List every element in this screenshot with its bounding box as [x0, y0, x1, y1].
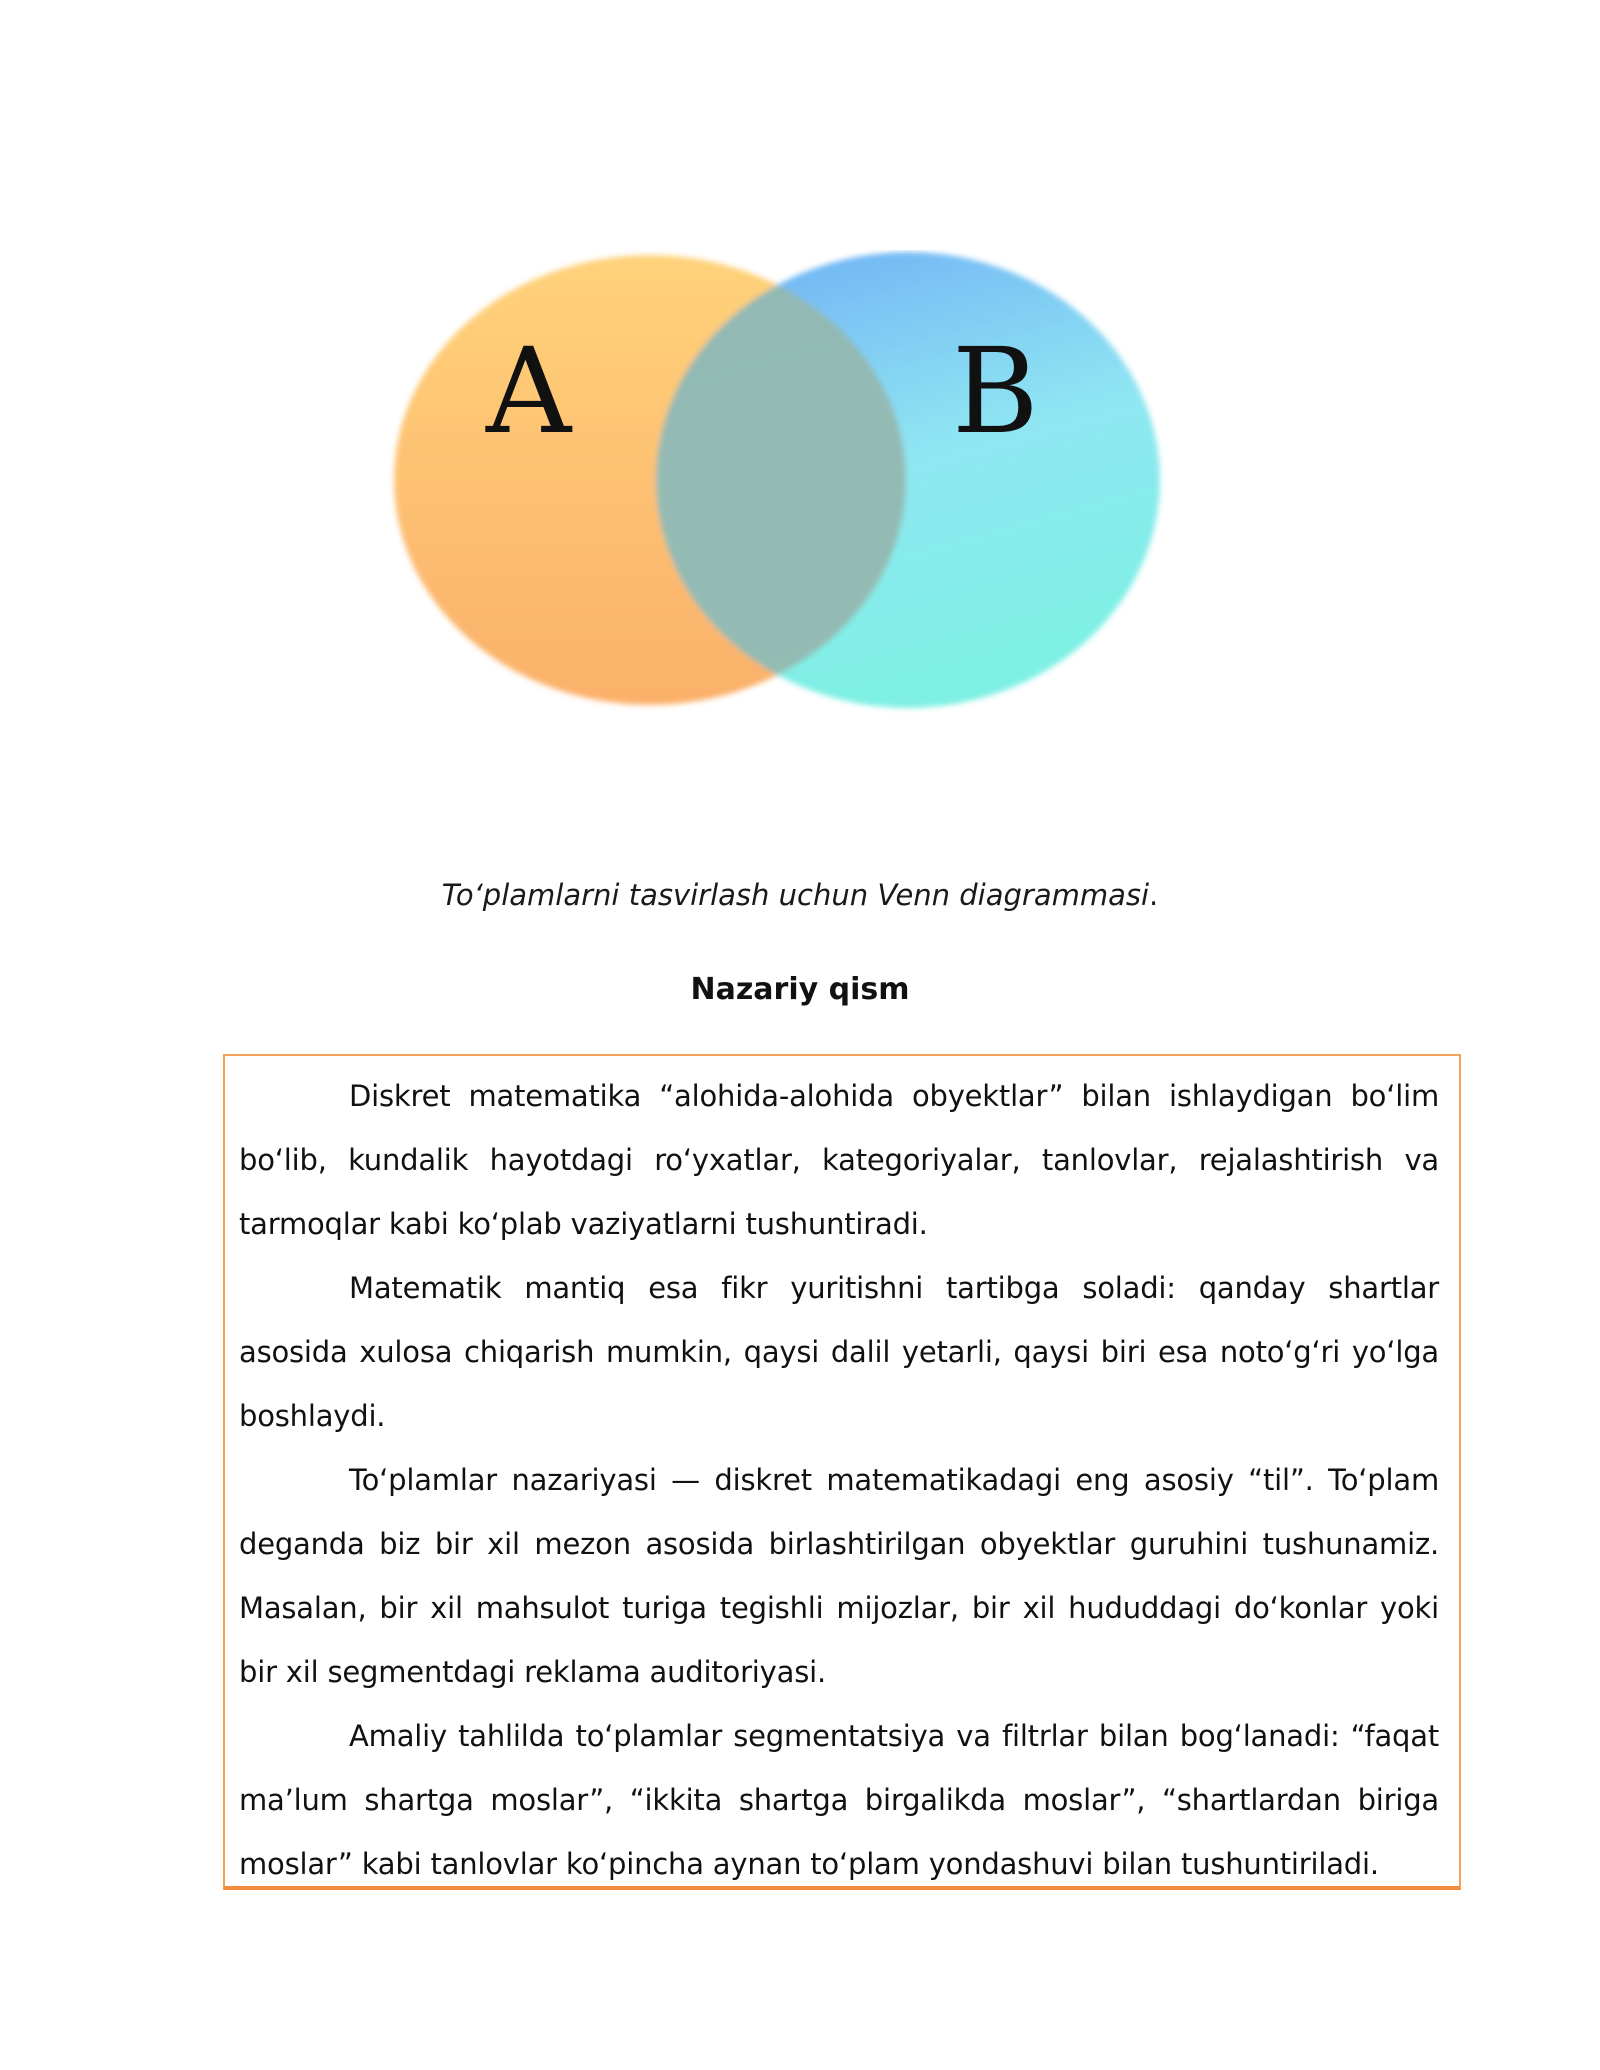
- set-a-label: A: [486, 322, 572, 460]
- venn-diagram-svg: [380, 250, 1180, 730]
- venn-diagram: [380, 250, 1180, 730]
- paragraph: Diskret matematika “alohida-alohida obyektlar” bilan ishlaydigan bo‘lim bo‘lib, kundalik hayotdagi ro‘yxatlar, kategoriyalar, tanlovlar, rejalashtirish va tarmoqlar kabi ko‘plab vaziyatlarni tushuntiradi.: [239, 1079, 1439, 1241]
- figure-caption: [0, 878, 1600, 912]
- figure-caption-end: .: [1149, 878, 1159, 912]
- theory-text-box: [223, 1054, 1461, 1890]
- paragraph: To‘plamlar nazariyasi — diskret matematikadagi eng asosiy “til”. To‘plam deganda biz bir xil mezon asosida birlashtirilgan obyektlar guruhini tushunamiz. Masalan, bir xil mahsulot turiga tegishli mijozlar, bir xil hududdagi do‘konlar yoki bir xil segmentdagi reklama auditoriyasi.: [239, 1463, 1439, 1689]
- section-heading: Nazariy qism: [690, 972, 910, 1007]
- paragraph: Matematik mantiq esa fikr yuritishni tartibga soladi: qanday shartlar asosida xulosa chiqarish mumkin, qaysi dalil yetarli, qaysi biri esa noto‘g‘ri yo‘lga boshlaydi.: [239, 1271, 1439, 1433]
- paragraph: Amaliy tahlilda to‘plamlar segmentatsiya va filtrlar bilan bog‘lanadi: “faqat ma’lum shartga moslar”, “ikkita shartga birgalikda moslar”, “shartlardan biriga moslar” kabi tanlovlar ko‘pincha aynan to‘plam yondashuvi bilan tushuntiriladi.: [239, 1719, 1439, 1881]
- set-b-label: B: [952, 322, 1039, 460]
- figure-caption-text: To‘plamlarni tasvirlash uchun Venn diagrammasi: [441, 878, 1150, 912]
